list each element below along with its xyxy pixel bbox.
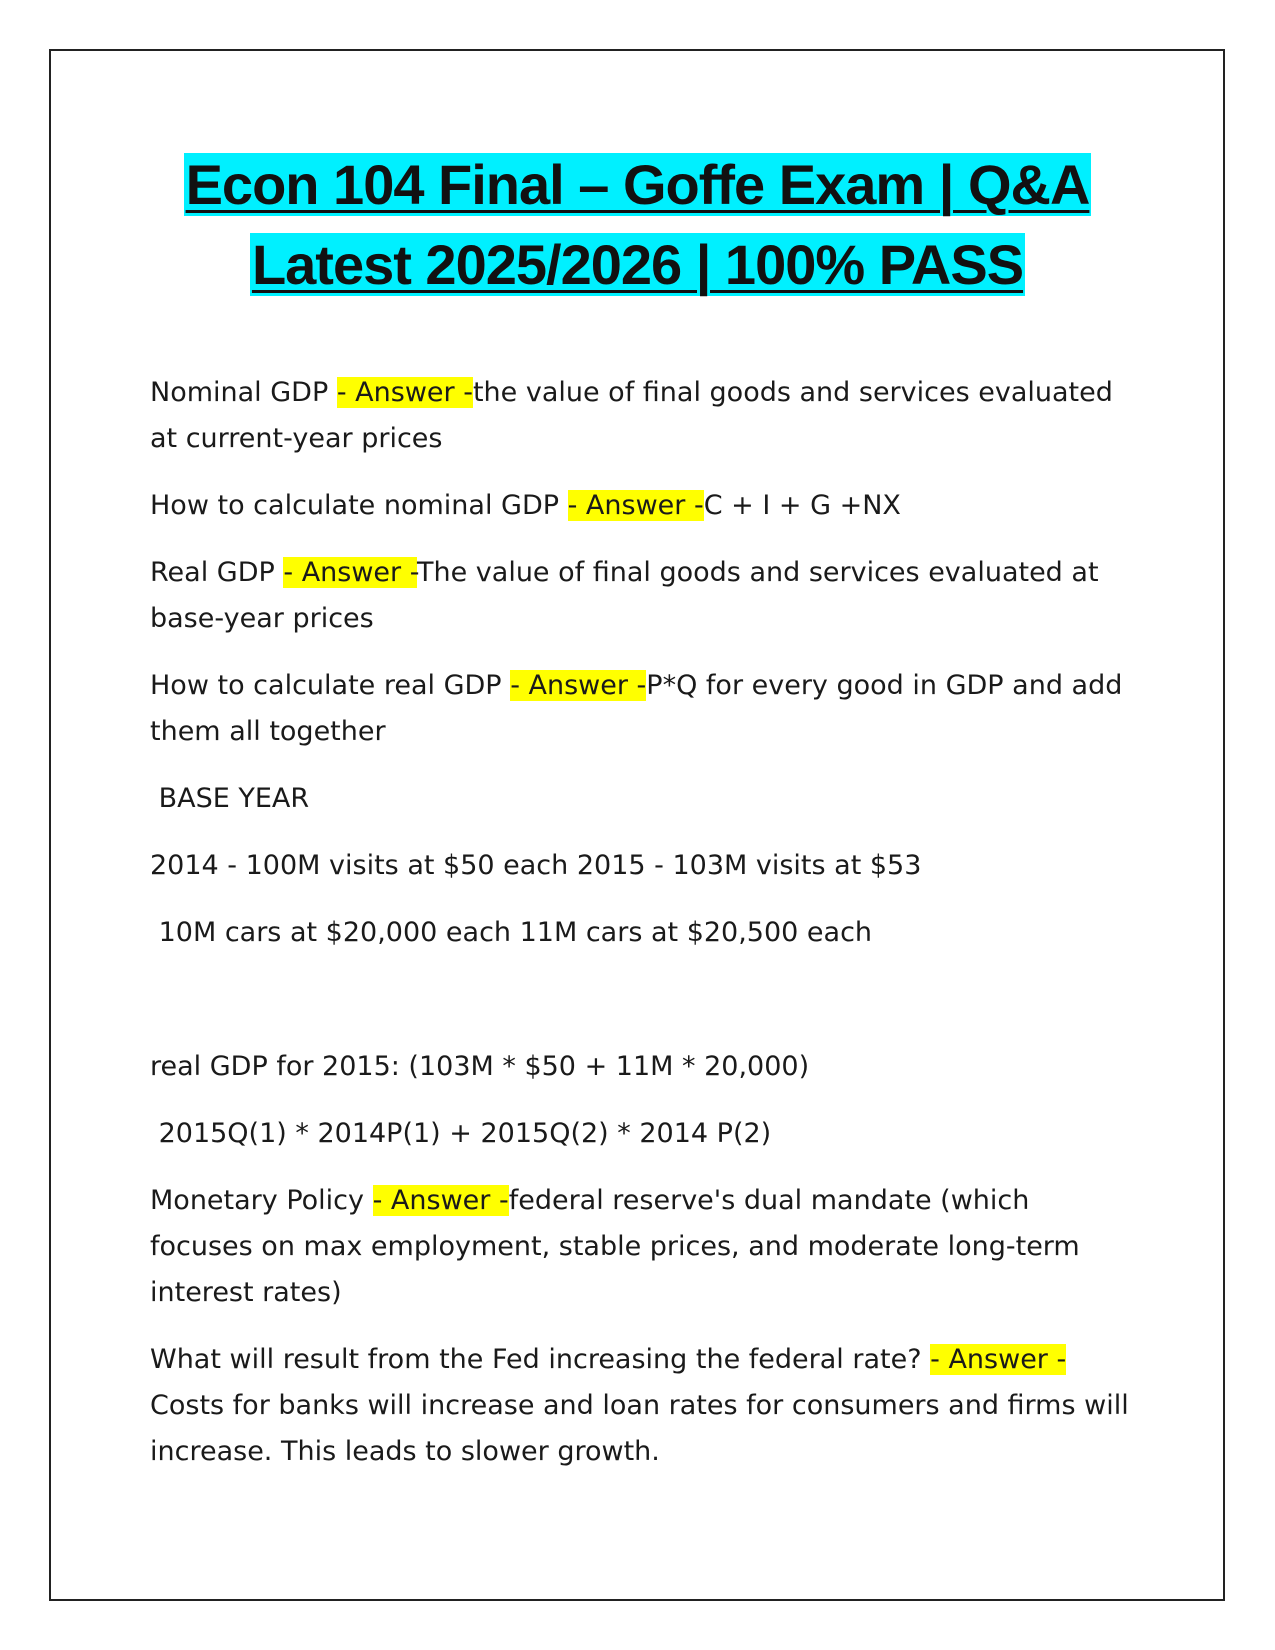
answer-marker: - Answer - [372,1185,509,1216]
answer-text: P*Q for every good in GDP and add them all together [150,670,1123,747]
answer-text: The value of final goods and services evaluated at base-year prices [150,557,1099,634]
note-visits: 2014 - 100M visits at $50 each 2015 - 103M visits at $53 [150,850,922,881]
document-body [150,370,1140,1496]
answer-marker: - Answer - [510,670,647,701]
qa-item-monetary-policy [150,1178,1140,1316]
qa-item-calc-real-gdp [150,663,1140,755]
question-text: How to calculate real GDP [150,670,511,701]
answer-marker: - Answer - [336,377,473,408]
answer-text: the value of final goods and services evaluated at current-year prices [150,377,1113,454]
answer-text: C + I + G +NX [703,490,901,521]
question-text: What will result from the Fed increasing the federal rate? [150,1344,931,1375]
note-real-gdp-2015: real GDP for 2015: (103M * $50 + 11M * 20,000) [150,1051,810,1082]
qa-item-real-gdp [150,550,1140,642]
note-cars: 10M cars at $20,000 each 11M cars at $20,500 each [150,917,873,948]
title-line-1-text: Econ 104 Final – Goffe Exam | Q&A [185,153,1090,216]
question-text: Monetary Policy [150,1185,373,1216]
question-text: Nominal GDP [150,377,337,408]
note-base-year: BASE YEAR [150,783,310,814]
question-text: How to calculate nominal GDP [150,490,568,521]
note-formula: 2015Q(1) * 2014P(1) + 2015Q(2) * 2014 P(2) [150,1118,772,1149]
document-title [0,145,1275,305]
qa-item-nominal-gdp [150,370,1140,462]
title-line-2-text: Latest 2025/2026 | 100% PASS [251,233,1024,296]
answer-text: Costs for banks will increase and loan rates for consumers and firms will increase. This leads to slower growth. [150,1390,1129,1467]
title-line-1 [0,145,1275,225]
blank-spacer [150,977,1140,1044]
qa-item-fed-rate [150,1337,1140,1475]
answer-text: federal reserve's dual mandate (which focuses on max employment, stable prices, and moderate long-term interest rates) [150,1185,1080,1308]
qa-item-calc-nominal-gdp [150,483,1140,529]
answer-marker: - Answer - [567,490,704,521]
title-line-2 [0,225,1275,305]
answer-marker: - Answer - [283,557,417,588]
answer-marker: - Answer - [930,1344,1067,1375]
question-text: Real GDP [150,557,284,588]
